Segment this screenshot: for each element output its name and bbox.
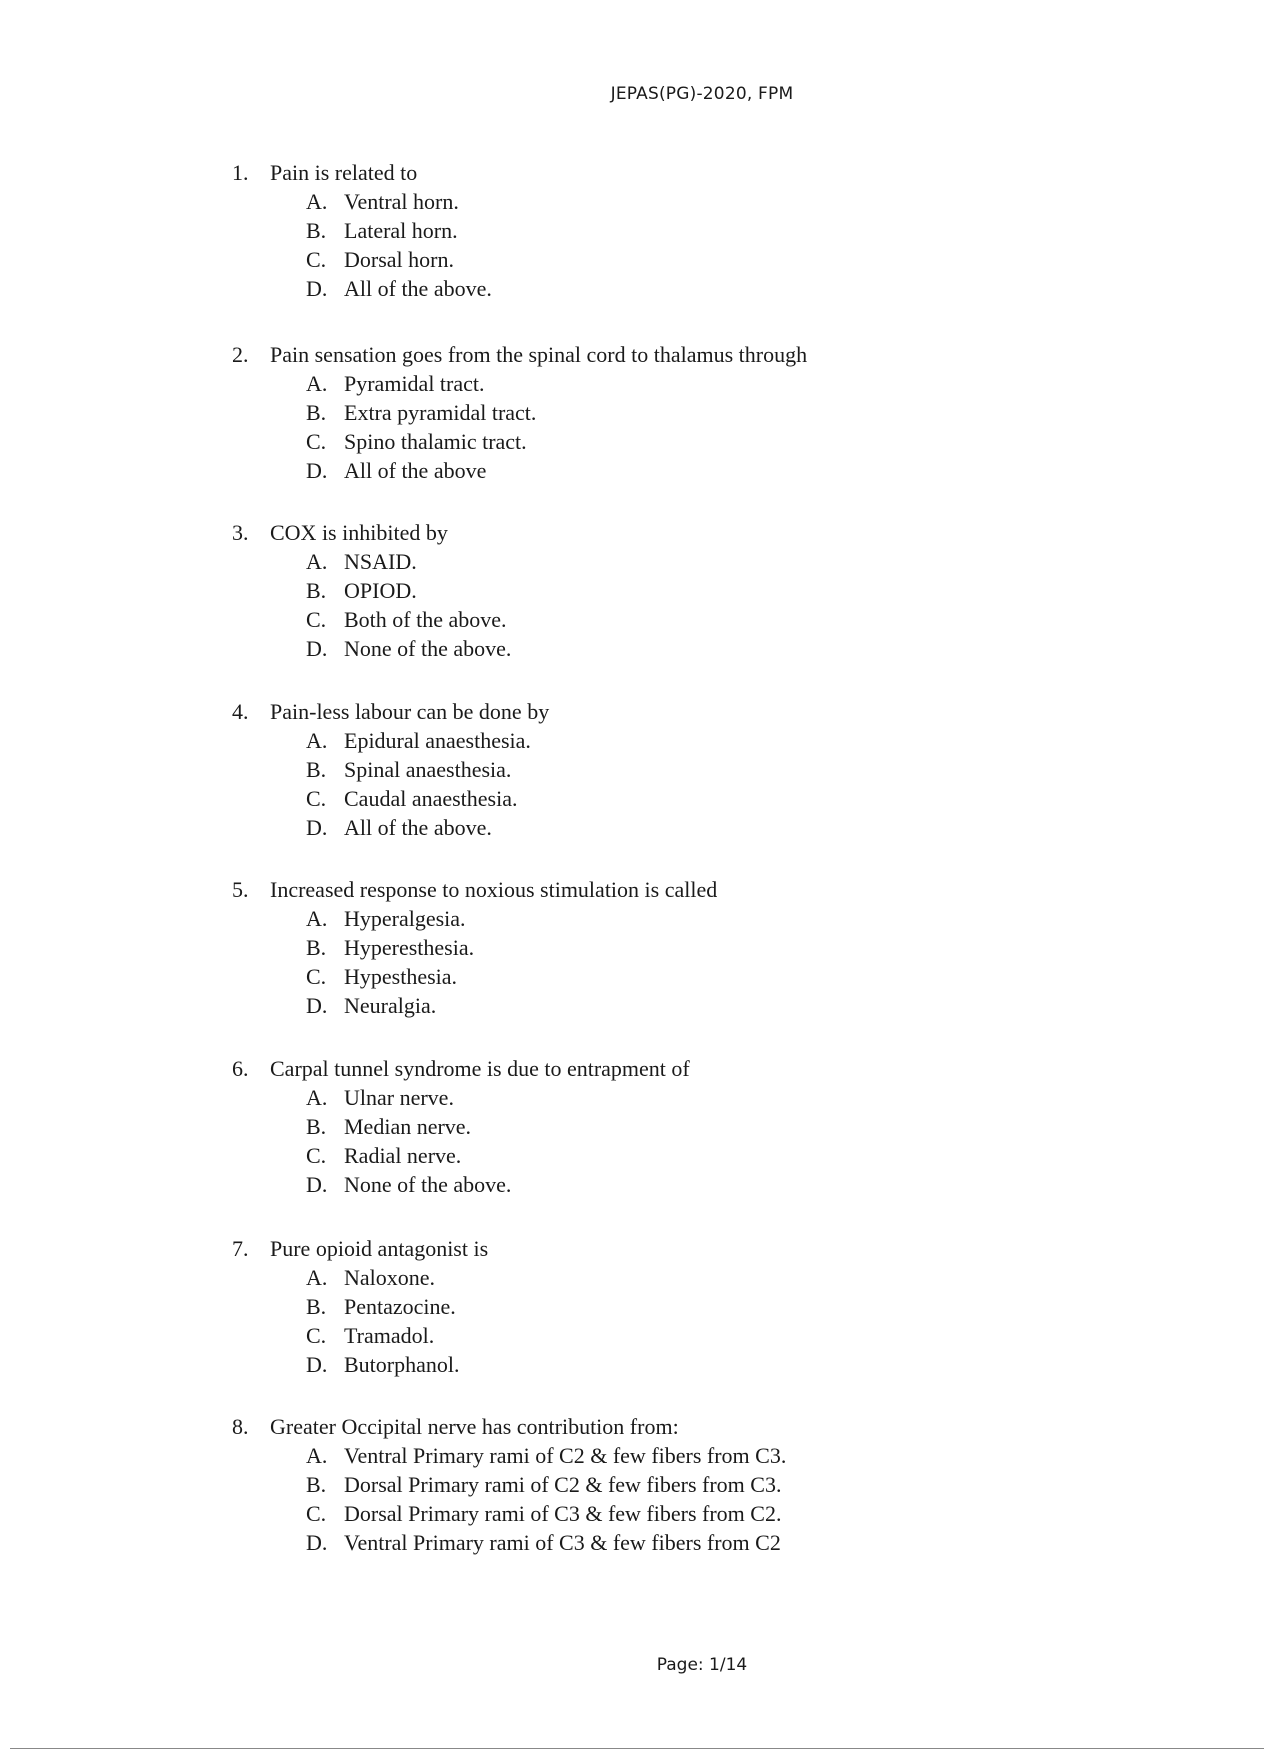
option-b: B. Lateral horn. [306,218,458,243]
question-text: Carpal tunnel syndrome is due to entrapment of [270,1056,690,1081]
option-b: B. Hyperesthesia. [306,935,475,960]
option-a: A. Ulnar nerve. [306,1085,454,1110]
question-7 [232,1234,488,1379]
question-number: 2. [232,342,249,367]
question-number: 5. [232,877,249,902]
option-b: B. Spinal anaesthesia. [306,757,512,782]
question-number: 8. [232,1414,249,1439]
page-number: Page: 1/14 [656,1655,748,1675]
question-number: 7. [232,1236,249,1261]
page-footer [0,1655,1274,1675]
option-c: C. Dorsal Primary rami of C3 & few fibers from C2. [306,1501,782,1526]
question-8 [232,1412,786,1557]
header-text: JEPAS(PG)-2020, FPM [610,84,794,104]
option-d: D. Butorphanol. [306,1352,460,1377]
option-a: A. NSAID. [306,549,417,574]
option-d: D. None of the above. [306,636,512,661]
question-3 [232,518,511,663]
option-c: C. Tramadol. [306,1323,435,1348]
question-text: COX is inhibited by [270,520,448,545]
option-a: A. Ventral Primary rami of C2 & few fibers from C3. [306,1443,787,1468]
option-b: B. Median nerve. [306,1114,472,1139]
option-c: C. Hypesthesia. [306,964,458,989]
question-text: Increased response to noxious stimulation is called [270,877,718,902]
option-d: D. All of the above [306,458,487,483]
question-text: Pain-less labour can be done by [270,699,550,724]
question-number: 1. [232,160,249,185]
question-number: 4. [232,699,249,724]
option-d: D. All of the above. [306,815,492,840]
option-c: C. Both of the above. [306,607,507,632]
option-a: A. Hyperalgesia. [306,906,466,931]
option-c: C. Caudal anaesthesia. [306,786,518,811]
option-b: B. Extra pyramidal tract. [306,400,537,425]
option-a: A. Naloxone. [306,1265,436,1290]
question-1 [232,158,492,303]
option-b: B. Pentazocine. [306,1294,456,1319]
bottom-divider [10,1748,1264,1749]
question-text: Pure opioid antagonist is [270,1236,489,1261]
option-b: B. OPIOD. [306,578,417,603]
option-c: C. Dorsal horn. [306,247,454,272]
question-4 [232,697,549,842]
option-d: D. Ventral Primary rami of C3 & few fibers from C2 [306,1530,781,1555]
option-d: D. None of the above. [306,1172,512,1197]
option-c: C. Spino thalamic tract. [306,429,527,454]
question-text: Greater Occipital nerve has contribution from: [270,1414,679,1439]
question-text: Pain is related to [270,160,418,185]
option-a: A. Ventral horn. [306,189,459,214]
option-a: A. Pyramidal tract. [306,371,485,396]
option-a: A. Epidural anaesthesia. [306,728,531,753]
question-number: 6. [232,1056,249,1081]
option-b: B. Dorsal Primary rami of C2 & few fibers from C3. [306,1472,782,1497]
question-number: 3. [232,520,249,545]
question-text: Pain sensation goes from the spinal cord to thalamus through [270,342,808,367]
option-c: C. Radial nerve. [306,1143,462,1168]
option-d: D. Neuralgia. [306,993,437,1018]
page-header [0,84,1274,104]
question-6 [232,1054,690,1199]
question-2 [232,340,807,485]
question-5 [232,875,717,1020]
option-d: D. All of the above. [306,276,492,301]
